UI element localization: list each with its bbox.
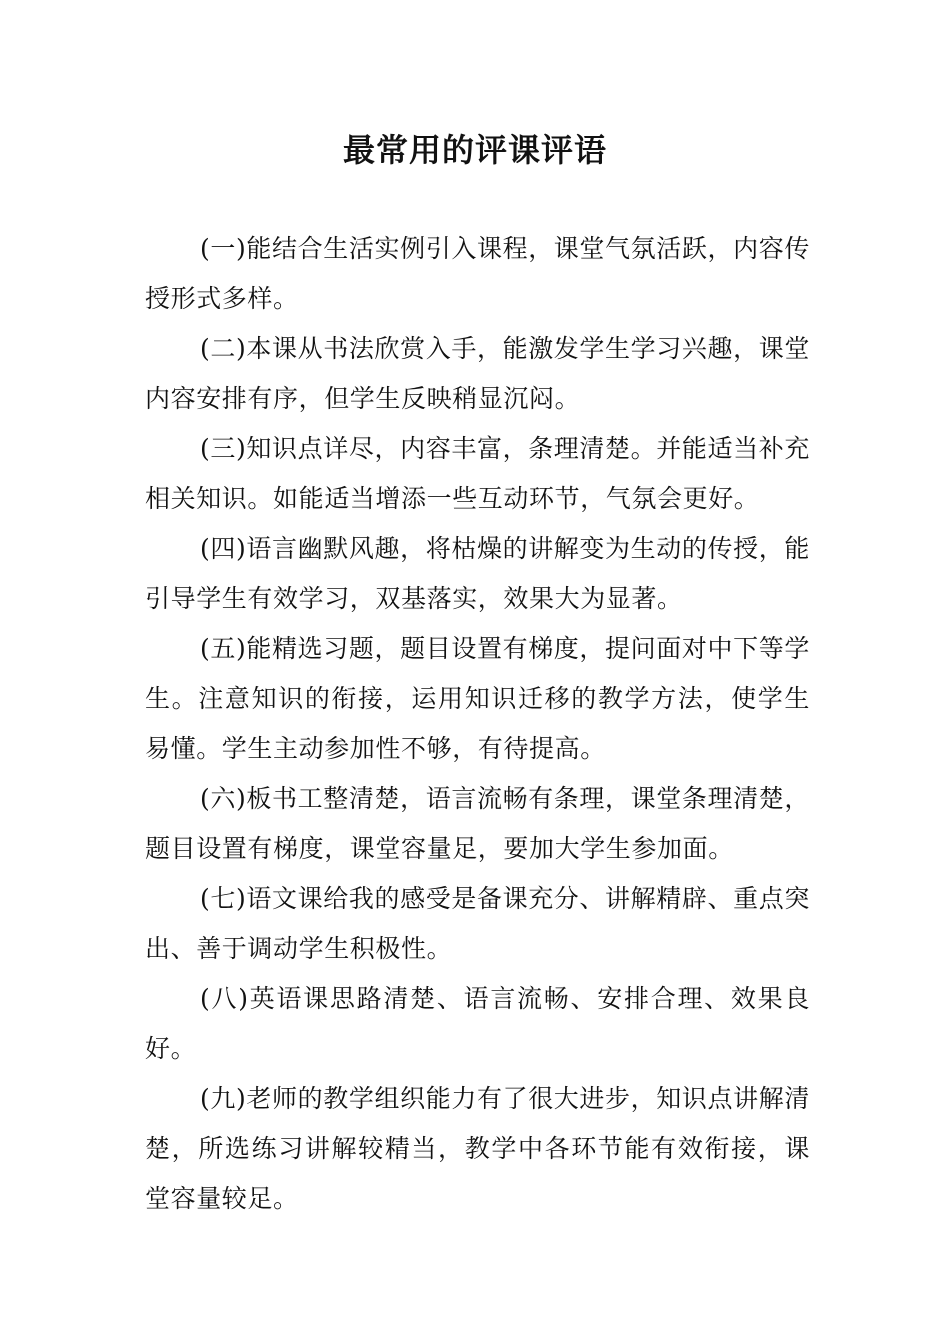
paragraph-9: (九)老师的教学组织能力有了很大进步，知识点讲解清楚，所选练习讲解较精当，教学中各环节能有效衔接，课堂容量较足。 bbox=[145, 1084, 810, 1213]
paragraph-3: (三)知识点详尽，内容丰富，条理清楚。并能适当补充相关知识。如能适当增添一些互动环节，气氛会更好。 bbox=[145, 434, 810, 513]
paragraph-4: (四)语言幽默风趣，将枯燥的讲解变为生动的传授，能引导学生有效学习，双基落实，效果大为显著。 bbox=[145, 534, 810, 613]
document-body bbox=[145, 224, 810, 1224]
document-title: 最常用的评课评语 bbox=[342, 131, 607, 169]
paragraph-7: (七)语文课给我的感受是备课充分、讲解精辟、重点突出、善于调动学生积极性。 bbox=[145, 884, 810, 963]
paragraph-8: (八)英语课思路清楚、语言流畅、安排合理、效果良好。 bbox=[145, 984, 810, 1063]
paragraph-6: (六)板书工整清楚，语言流畅有条理，课堂条理清楚，题目设置有梯度，课堂容量足，要加大学生参加面。 bbox=[145, 784, 810, 863]
paragraph-5: (五)能精选习题，题目设置有梯度，提问面对中下等学生。注意知识的衔接，运用知识迁移的教学方法，使学生易懂。学生主动参加性不够，有待提高。 bbox=[145, 634, 810, 763]
paragraph-1: (一)能结合生活实例引入课程，课堂气氛活跃，内容传授形式多样。 bbox=[145, 234, 810, 313]
paragraph-2: (二)本课从书法欣赏入手，能激发学生学习兴趣，课堂内容安排有序，但学生反映稍显沉闷。 bbox=[145, 334, 810, 413]
